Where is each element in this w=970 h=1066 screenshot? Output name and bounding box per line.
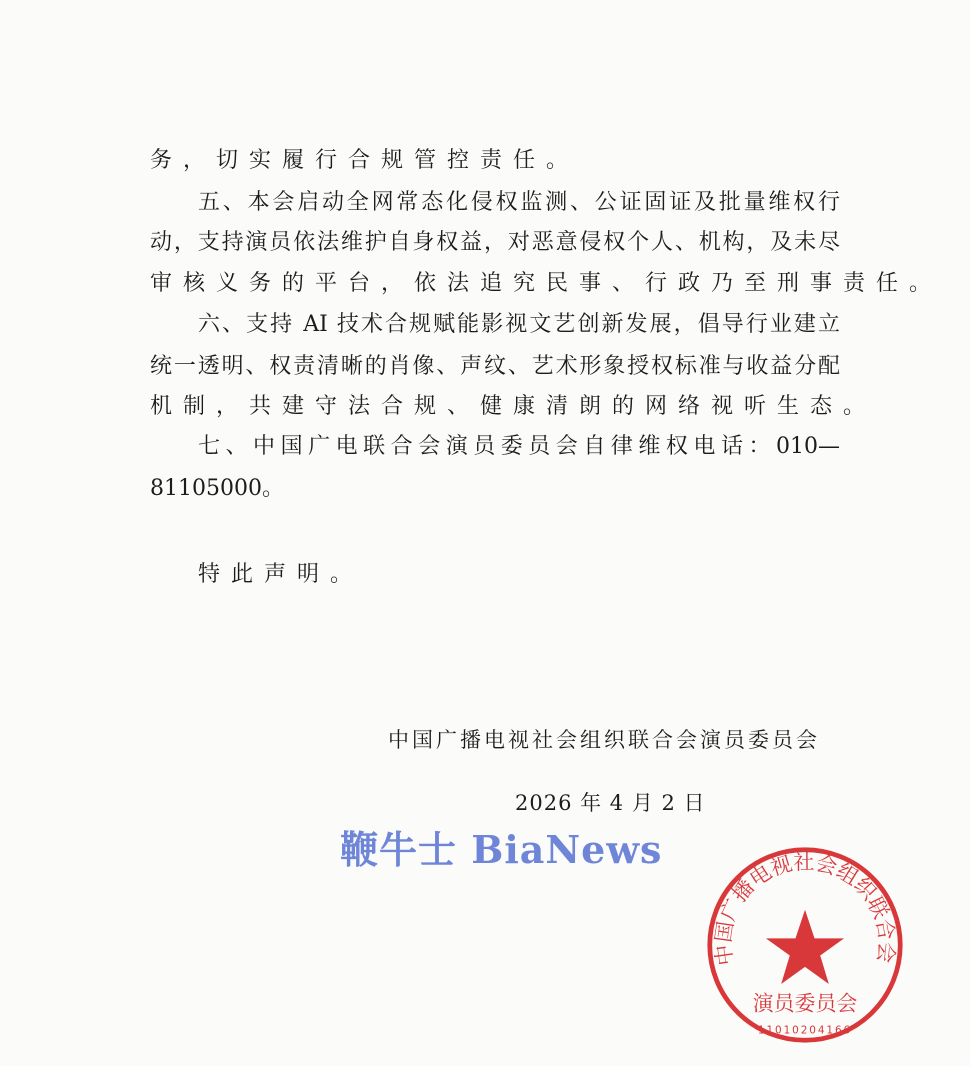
paragraph-7-line-2: 81105000。 (150, 476, 284, 501)
paragraph-4-tail: 务，切实履行合规管控责任。 (150, 148, 580, 173)
signature-organization: 中国广播电视社会组织联合会演员委员会 (388, 728, 820, 752)
paragraph-7-line-1: 七、中国广电联合会演员委员会自律维权电话：010— (198, 434, 840, 459)
paragraph-6-line-2: 统一透明、权责清晰的肖像、声纹、艺术形象授权标准与收益分配 (150, 354, 840, 379)
signature-date: 2026 年 4 月 2 日 (515, 791, 706, 815)
seal-outer-text: 中国广播电视社会组织联合会 (711, 850, 899, 967)
closing-statement: 特此声明。 (198, 562, 364, 587)
paragraph-6-line-3: 机制，共建守法合规、健康清朗的网络视听生态。 (150, 394, 877, 419)
official-seal (705, 845, 905, 1045)
seal-code: 11010204166 (757, 1024, 853, 1037)
paragraph-5-line-2: 动，支持演员依法维护自身权益，对恶意侵权个人、机构，及未尽 (150, 230, 840, 255)
watermark: 鞭牛士 BiaNews (340, 827, 663, 872)
paragraph-6-line-1: 六、支持 AI 技术合规赋能影视文艺创新发展，倡导行业建立 (198, 312, 840, 337)
seal-star-icon (766, 910, 844, 984)
seal-inner-text: 演员委员会 (752, 991, 858, 1016)
paragraph-5-line-1: 五、本会启动全网常态化侵权监测、公证固证及批量维权行 (198, 190, 840, 215)
paragraph-5-line-3: 审核义务的平台，依法追究民事、行政乃至刑事责任。 (150, 271, 943, 296)
